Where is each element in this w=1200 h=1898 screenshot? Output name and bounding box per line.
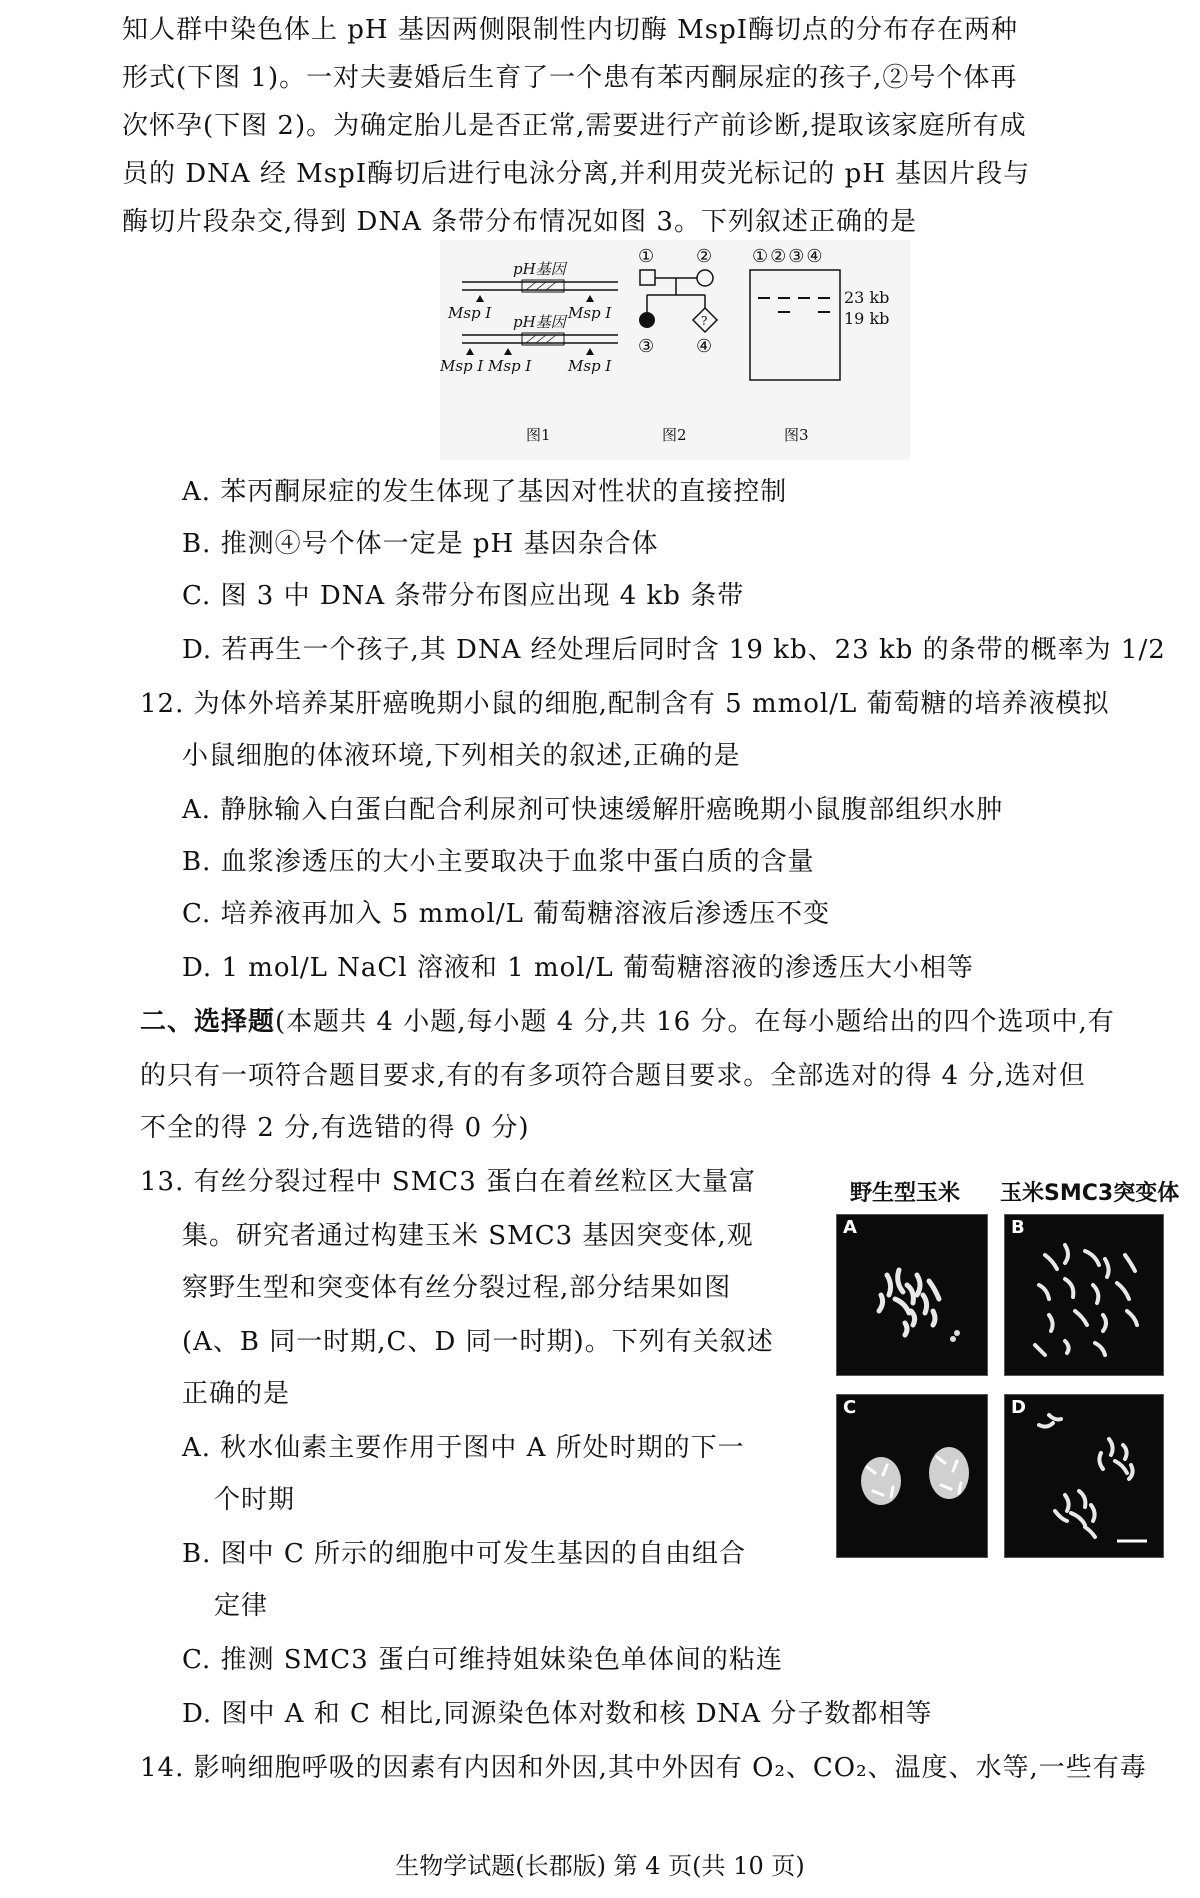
q13-line-3: 察野生型和突变体有丝分裂过程,部分结果如图 bbox=[182, 1273, 732, 1303]
q13-line-5: 正确的是 bbox=[182, 1379, 291, 1409]
q12-option-a: A. 静脉输入白蛋白配合利尿剂可快速缓解肝癌晚期小鼠腹部组织水肿 bbox=[182, 795, 1004, 825]
section2-line-2: 的只有一项符合题目要求,有的有多项符合题目要求。全部选对的得 4 分,选对但 bbox=[140, 1061, 1086, 1091]
q13-option-b: B. 图中 C 所示的细胞中可发生基因的自由组合 bbox=[182, 1539, 747, 1569]
q13-option-a-cont: 个时期 bbox=[214, 1485, 296, 1515]
pedigree-label-2: ② bbox=[696, 246, 713, 267]
micrograph-label-c: C bbox=[843, 1397, 857, 1418]
micrograph-header-wildtype: 野生型玉米 bbox=[850, 1181, 961, 1206]
section2-line-3: 不全的得 2 分,有选错的得 0 分) bbox=[140, 1113, 530, 1143]
fig1-msp-label: Msp Ⅰ bbox=[568, 357, 612, 375]
q13-option-a: A. 秋水仙素主要作用于图中 A 所处时期的下一 bbox=[182, 1433, 745, 1463]
micrograph-label-b: B bbox=[1011, 1217, 1025, 1238]
micrograph-d bbox=[1004, 1394, 1164, 1558]
q11-figure bbox=[440, 240, 910, 460]
fig1-msp-label: Msp Ⅰ bbox=[440, 357, 484, 375]
pedigree-label-1: ① bbox=[638, 246, 655, 267]
chromosomes-d bbox=[1005, 1395, 1163, 1557]
q14-line-1: 14. 影响细胞呼吸的因素有内因和外因,其中外因有 O₂、CO₂、温度、水等,一些有毒 bbox=[140, 1753, 1147, 1783]
q13-line-2: 集。研究者通过构建玉米 SMC3 基因突变体,观 bbox=[182, 1221, 754, 1251]
q12-option-c: C. 培养液再加入 5 mmol/L 葡萄糖溶液后渗透压不变 bbox=[182, 899, 831, 929]
micrograph-c bbox=[836, 1394, 988, 1558]
q13-option-c: C. 推测 SMC3 蛋白可维持姐妹染色单体间的粘连 bbox=[182, 1645, 783, 1675]
fig1-msp-label: Msp Ⅰ bbox=[568, 304, 612, 322]
pedigree-label-3: ③ bbox=[638, 336, 655, 357]
fig1-msp-label: Msp Ⅰ bbox=[448, 304, 492, 322]
q11-line-2: 形式(下图 1)。一对夫妻婚后生育了一个患有苯丙酮尿症的孩子,②号个体再 bbox=[122, 63, 1018, 93]
q11-option-a: A. 苯丙酮尿症的发生体现了基因对性状的直接控制 bbox=[182, 477, 788, 507]
gel-lane-labels: ①②③④ bbox=[752, 246, 825, 267]
section2-line-1 bbox=[140, 1006, 1115, 1038]
chromosomes-b bbox=[1005, 1215, 1163, 1375]
q11-line-4: 员的 DNA 经 MspⅠ酶切后进行电泳分离,并利用荧光标记的 pH 基因片段与 bbox=[122, 159, 1031, 189]
fig1-gene-label-1: pH基因 bbox=[513, 260, 566, 278]
q11-line-3: 次怀孕(下图 2)。为确定胎儿是否正常,需要进行产前诊断,提取该家庭所有成 bbox=[122, 111, 1027, 141]
fig3-caption: 图3 bbox=[784, 426, 809, 444]
q11-line-1: 知人群中染色体上 pH 基因两侧限制性内切酶 MspⅠ酶切点的分布存在两种 bbox=[122, 15, 1018, 45]
q13-option-d: D. 图中 A 和 C 相比,同源染色体对数和核 DNA 分子数都相等 bbox=[182, 1699, 933, 1729]
q13-line-4: (A、B 同一时期,C、D 同一时期)。下列有关叙述 bbox=[182, 1327, 774, 1357]
q11-option-d: D. 若再生一个孩子,其 DNA 经处理后同时含 19 kb、23 kb 的条带的概率为 1/2 bbox=[182, 635, 1166, 665]
q13-option-b-cont: 定律 bbox=[214, 1591, 269, 1621]
section2-title: 二、选择题 bbox=[140, 1007, 276, 1037]
fetus-question-mark: ? bbox=[701, 314, 708, 328]
micrograph-header-mutant: 玉米SMC3突变体 bbox=[1000, 1181, 1180, 1206]
fig1-caption: 图1 bbox=[526, 426, 551, 444]
fig1-gene-label-2: pH基因 bbox=[513, 313, 566, 331]
micrograph-b bbox=[1004, 1214, 1164, 1376]
q13-line-1: 13. 有丝分裂过程中 SMC3 蛋白在着丝粒区大量富 bbox=[140, 1167, 757, 1197]
q12-option-d: D. 1 mol/L NaCl 溶液和 1 mol/L 葡萄糖溶液的渗透压大小相等 bbox=[182, 953, 974, 983]
micrograph-label-d: D bbox=[1011, 1397, 1026, 1418]
chromosomes-a bbox=[837, 1215, 987, 1375]
band-19kb-label: 19 kb bbox=[844, 309, 890, 328]
q12-line-1: 12. 为体外培养某肝癌晚期小鼠的细胞,配制含有 5 mmol/L 葡萄糖的培养液模拟 bbox=[140, 689, 1110, 719]
band-23kb-label: 23 kb bbox=[844, 288, 890, 307]
fig1-msp-label: Msp Ⅰ bbox=[488, 357, 532, 375]
q12-line-2: 小鼠细胞的体液环境,下列相关的叙述,正确的是 bbox=[182, 741, 741, 771]
q12-option-b: B. 血浆渗透压的大小主要取决于血浆中蛋白质的含量 bbox=[182, 847, 815, 877]
fig2-caption: 图2 bbox=[662, 426, 687, 444]
micrograph-label-a: A bbox=[843, 1217, 857, 1238]
section2-intro: (本题共 4 小题,每小题 4 分,共 16 分。在每小题给出的四个选项中,有 bbox=[275, 1007, 1115, 1037]
page-footer: 生物学试题(长郡版) 第 4 页(共 10 页) bbox=[395, 1852, 805, 1880]
pedigree-affected-child bbox=[639, 312, 655, 328]
pedigree-label-4: ④ bbox=[696, 336, 713, 357]
chromosomes-c bbox=[837, 1395, 987, 1557]
q11-option-c: C. 图 3 中 DNA 条带分布图应出现 4 kb 条带 bbox=[182, 581, 745, 611]
q11-line-5: 酶切片段杂交,得到 DNA 条带分布情况如图 3。下列叙述正确的是 bbox=[122, 207, 917, 237]
micrograph-a bbox=[836, 1214, 988, 1376]
q11-option-b: B. 推测④号个体一定是 pH 基因杂合体 bbox=[182, 529, 659, 559]
